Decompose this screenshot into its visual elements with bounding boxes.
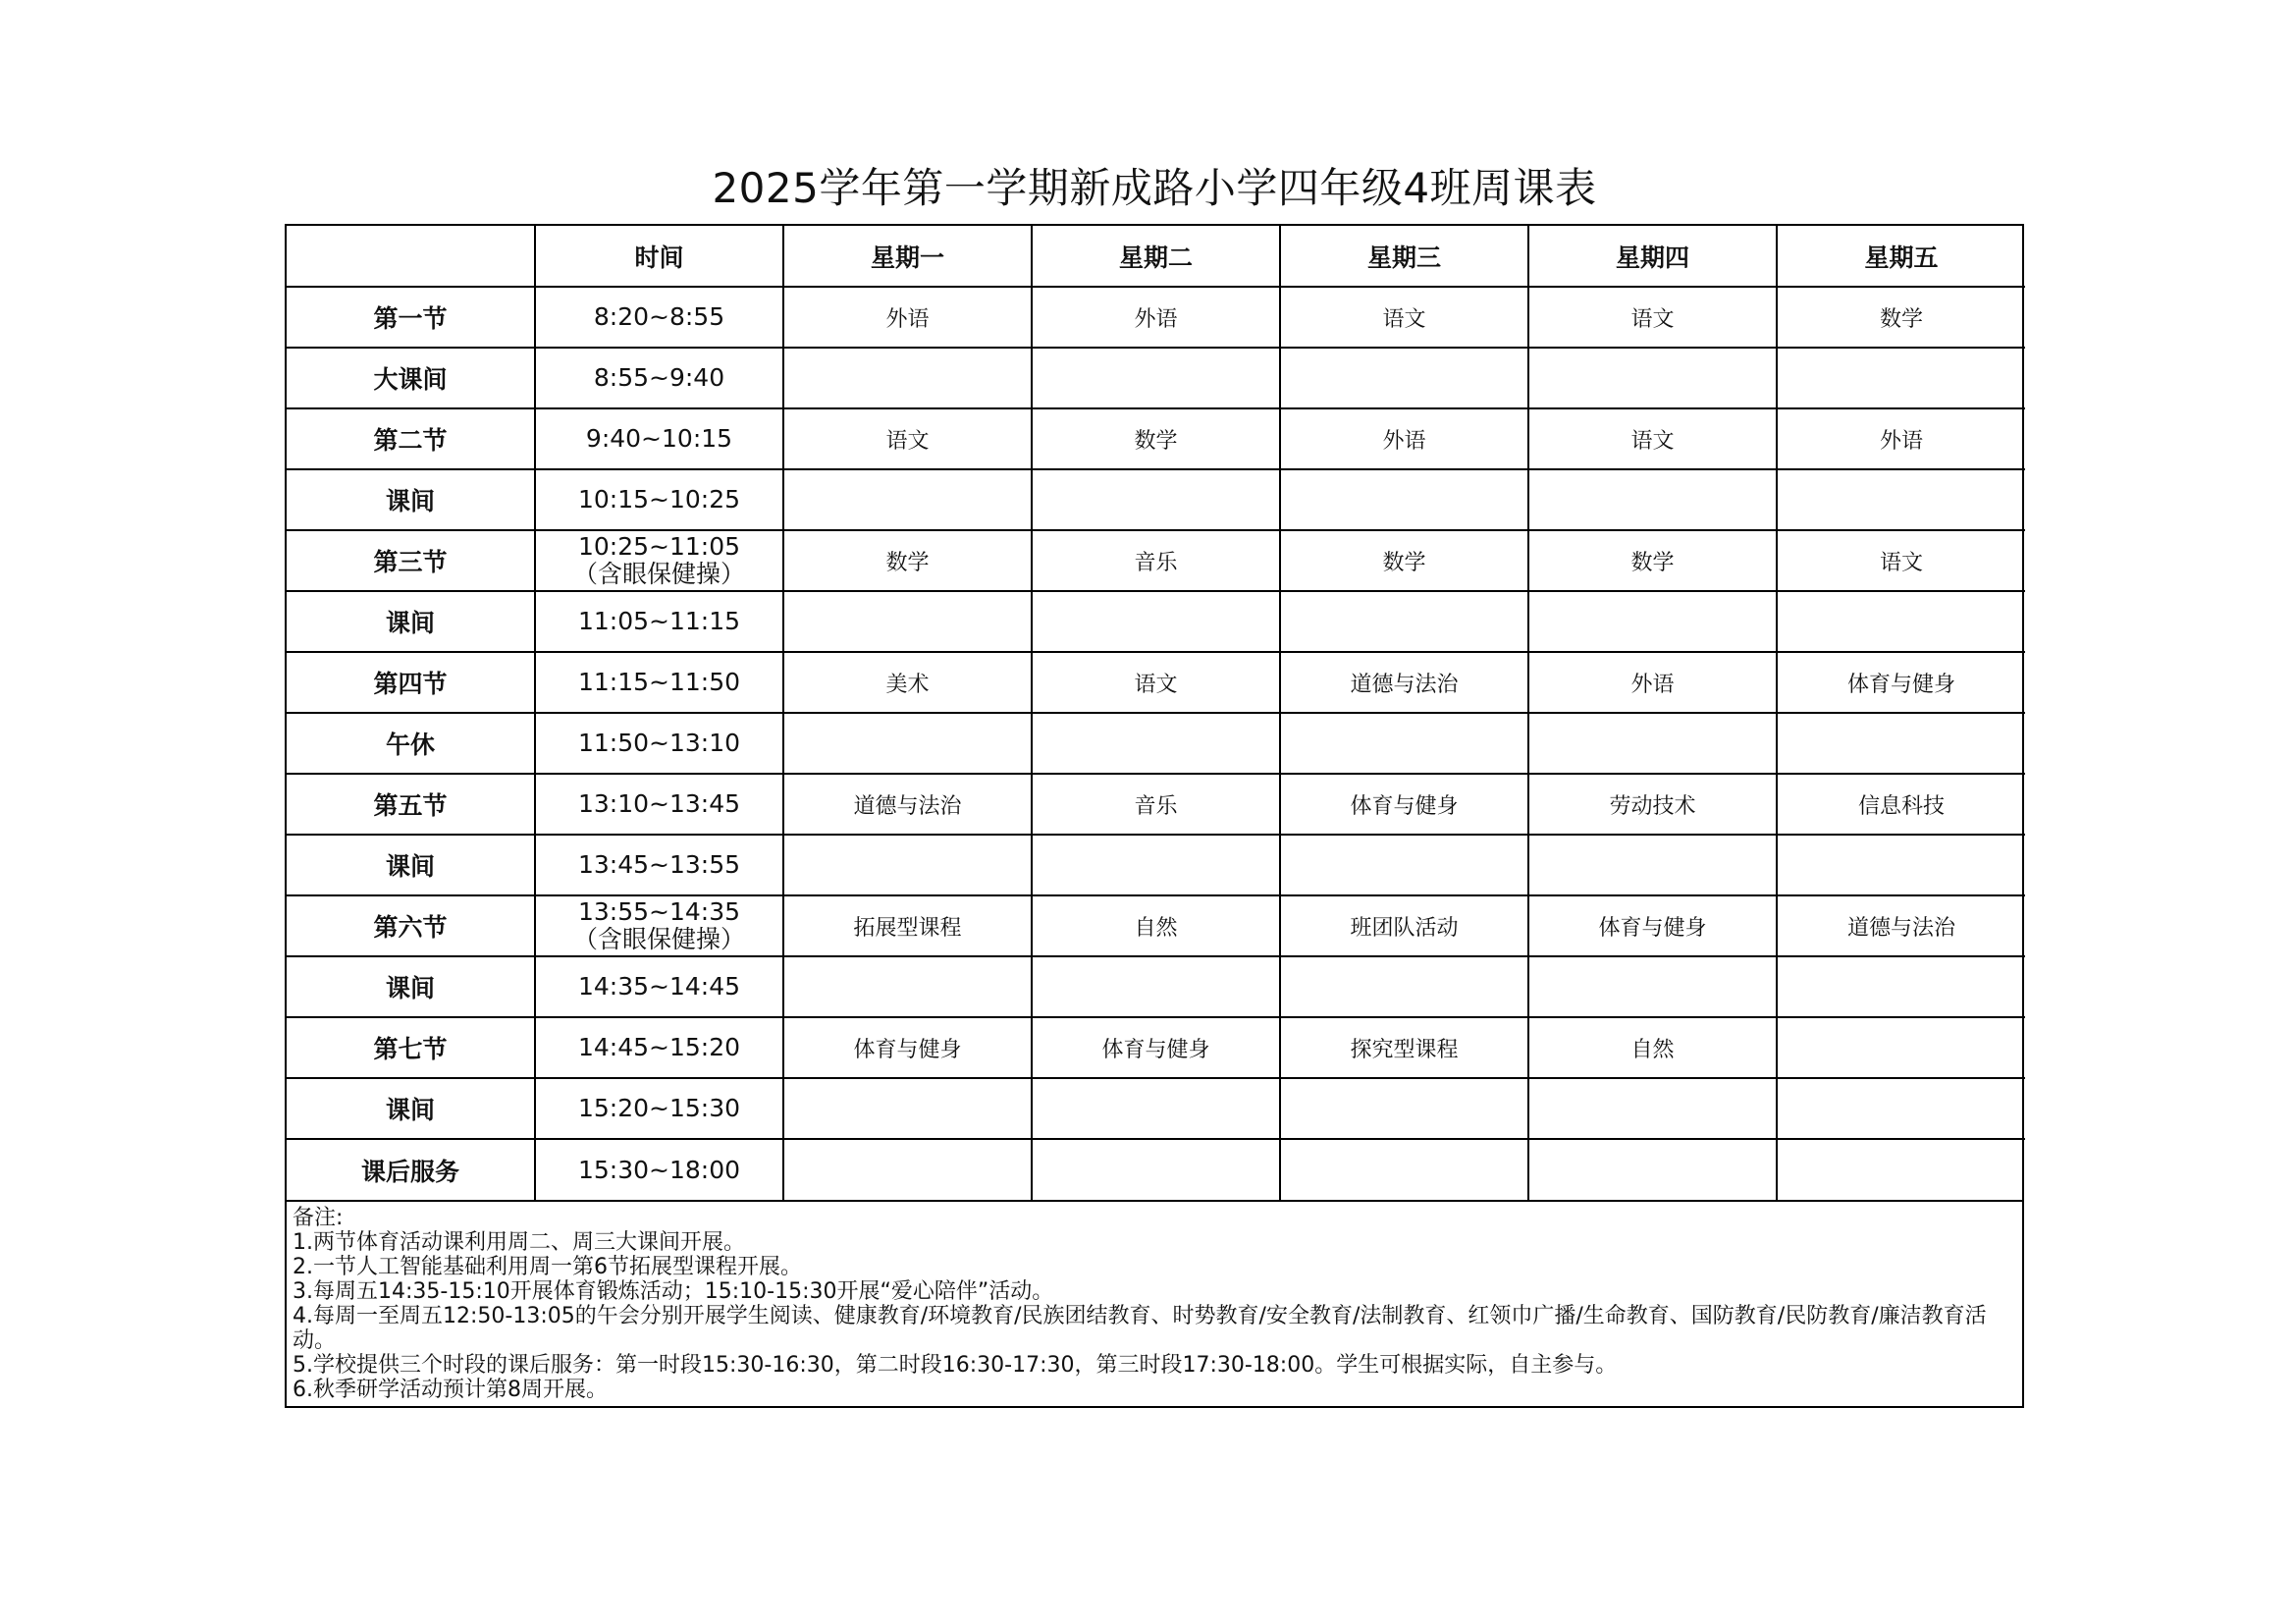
subject-cell: 体育与健身	[783, 1017, 1032, 1078]
period-label: 大课间	[287, 348, 535, 408]
period-label: 课间	[287, 469, 535, 530]
period-label: 课间	[287, 835, 535, 895]
subject-cell: 道德与法治	[783, 774, 1032, 835]
subject-cell	[783, 713, 1032, 774]
subject-cell	[1280, 591, 1528, 652]
period-time-cell	[535, 1139, 783, 1200]
schedule-row	[287, 835, 2025, 895]
subject-cell	[1528, 1139, 1777, 1200]
subject-cell	[1280, 1139, 1528, 1200]
subject-cell	[1032, 591, 1280, 652]
header-day-wednesday: 星期三	[1280, 226, 1528, 287]
subject-cell: 体育与健身	[1280, 774, 1528, 835]
period-label: 课间	[287, 956, 535, 1017]
header-day-monday: 星期一	[783, 226, 1032, 287]
subject-cell: 外语	[1280, 408, 1528, 469]
schedule-row	[287, 652, 2025, 713]
period-label: 第四节	[287, 652, 535, 713]
subject-cell: 语文	[1528, 408, 1777, 469]
period-time: 8:55~9:40	[593, 363, 725, 392]
period-label: 午休	[287, 713, 535, 774]
note-item: 3.每周五14:35-15:10开展体育锻炼活动；15:10-15:30开展“爱心陪伴”活动。	[293, 1279, 1054, 1304]
period-time: 15:20~15:30	[577, 1094, 741, 1122]
note-item: 2.一节人工智能基础利用周一第6节拓展型课程开展。	[293, 1255, 802, 1279]
period-time-note: （含眼保健操）	[572, 925, 745, 953]
subject-cell	[1528, 713, 1777, 774]
subject-cell: 体育与健身	[1777, 652, 2025, 713]
subject-cell	[783, 591, 1032, 652]
period-label: 第七节	[287, 1017, 535, 1078]
schedule-row	[287, 895, 2025, 956]
subject-cell	[1032, 1078, 1280, 1139]
period-time-cell	[535, 530, 783, 591]
period-time-cell	[535, 774, 783, 835]
subject-cell	[1777, 835, 2025, 895]
subject-cell: 美术	[783, 652, 1032, 713]
subject-cell	[1528, 956, 1777, 1017]
schedule-row	[287, 713, 2025, 774]
subject-cell: 道德与法治	[1280, 652, 1528, 713]
period-time-cell	[535, 713, 783, 774]
header-time: 时间	[535, 226, 783, 287]
subject-cell	[1777, 956, 2025, 1017]
subject-cell: 探究型课程	[1280, 1017, 1528, 1078]
schedule-row	[287, 469, 2025, 530]
subject-cell	[1032, 713, 1280, 774]
header-day-tuesday: 星期二	[1032, 226, 1280, 287]
period-time-cell	[535, 652, 783, 713]
period-time-cell	[535, 469, 783, 530]
subject-cell	[1280, 713, 1528, 774]
period-label: 第三节	[287, 530, 535, 591]
period-time: 14:45~15:20	[577, 1033, 741, 1061]
period-label: 课后服务	[287, 1139, 535, 1200]
subject-cell: 拓展型课程	[783, 895, 1032, 956]
note-item: 1.两节体育活动课利用周二、周三大课间开展。	[293, 1230, 745, 1255]
period-label: 第六节	[287, 895, 535, 956]
period-time: 11:15~11:50	[577, 668, 741, 696]
subject-cell	[1777, 713, 2025, 774]
subject-cell	[783, 348, 1032, 408]
period-time-cell	[535, 1078, 783, 1139]
subject-cell: 自然	[1528, 1017, 1777, 1078]
note-item: 4.每周一至周五12:50-13:05的午会分别开展学生阅读、健康教育/环境教育/民族团结教育、时势教育/安全教育/法制教育、红领巾广播/生命教育、国防教育/民防教育/廉洁教育活动。	[293, 1304, 1987, 1353]
subject-cell: 信息科技	[1777, 774, 2025, 835]
subject-cell: 数学	[783, 530, 1032, 591]
subject-cell: 体育与健身	[1528, 895, 1777, 956]
period-label: 课间	[287, 1078, 535, 1139]
subject-cell	[1528, 591, 1777, 652]
subject-cell: 音乐	[1032, 774, 1280, 835]
subject-cell: 自然	[1032, 895, 1280, 956]
header-corner-cell	[287, 226, 535, 287]
period-time: 8:20~8:55	[593, 302, 725, 331]
note-item: 5.学校提供三个时段的课后服务：第一时段15:30-16:30，第二时段16:30-17:30，第三时段17:30-18:00。学生可根据实际，自主参与。	[293, 1353, 1618, 1378]
schedule-row	[287, 1078, 2025, 1139]
subject-cell: 劳动技术	[1528, 774, 1777, 835]
subject-cell	[1032, 1139, 1280, 1200]
schedule-row	[287, 348, 2025, 408]
subject-cell	[1280, 348, 1528, 408]
period-time: 11:05~11:15	[577, 607, 741, 635]
subject-cell: 语文	[1528, 287, 1777, 348]
subject-cell	[1032, 469, 1280, 530]
subject-cell: 道德与法治	[1777, 895, 2025, 956]
schedule-row	[287, 591, 2025, 652]
subject-cell: 数学	[1280, 530, 1528, 591]
period-time: 13:55~14:35	[577, 897, 741, 926]
subject-cell: 外语	[1032, 287, 1280, 348]
subject-cell	[1032, 956, 1280, 1017]
schedule-row	[287, 287, 2025, 348]
subject-cell	[1528, 348, 1777, 408]
header-day-friday: 星期五	[1777, 226, 2025, 287]
subject-cell: 数学	[1528, 530, 1777, 591]
subject-cell	[1777, 1017, 2025, 1078]
period-time: 15:30~18:00	[577, 1155, 741, 1184]
schedule-body	[287, 287, 2025, 1200]
subject-cell: 语文	[1280, 287, 1528, 348]
subject-cell	[1528, 1078, 1777, 1139]
period-time-cell	[535, 956, 783, 1017]
subject-cell	[1777, 469, 2025, 530]
subject-cell: 体育与健身	[1032, 1017, 1280, 1078]
period-time-cell	[535, 408, 783, 469]
subject-cell	[1528, 835, 1777, 895]
period-time-cell	[535, 591, 783, 652]
subject-cell: 数学	[1032, 408, 1280, 469]
subject-cell	[1280, 956, 1528, 1017]
subject-cell: 音乐	[1032, 530, 1280, 591]
header-day-thursday: 星期四	[1528, 226, 1777, 287]
subject-cell: 外语	[1777, 408, 2025, 469]
schedule-row	[287, 530, 2025, 591]
subject-cell	[1280, 469, 1528, 530]
period-time-cell	[535, 895, 783, 956]
subject-cell	[1280, 1078, 1528, 1139]
period-time-cell	[535, 287, 783, 348]
schedule-row	[287, 1017, 2025, 1078]
subject-cell: 语文	[783, 408, 1032, 469]
note-item: 6.秋季研学活动预计第8周开展。	[293, 1378, 608, 1402]
period-time: 11:50~13:10	[577, 729, 741, 757]
period-label: 第五节	[287, 774, 535, 835]
subject-cell: 数学	[1777, 287, 2025, 348]
period-time-note: （含眼保健操）	[572, 560, 745, 588]
subject-cell	[1032, 348, 1280, 408]
period-time: 10:15~10:25	[577, 485, 741, 514]
subject-cell	[1777, 1078, 2025, 1139]
subject-cell	[1032, 835, 1280, 895]
subject-cell	[783, 835, 1032, 895]
schedule-table	[287, 226, 2025, 1200]
notes-heading: 备注:	[293, 1206, 344, 1230]
subject-cell	[783, 1139, 1032, 1200]
period-time: 9:40~10:15	[585, 424, 733, 453]
subject-cell	[1777, 591, 2025, 652]
subject-cell: 外语	[1528, 652, 1777, 713]
subject-cell: 班团队活动	[1280, 895, 1528, 956]
period-time: 10:25~11:05	[577, 532, 741, 561]
subject-cell	[1777, 348, 2025, 408]
period-label: 第二节	[287, 408, 535, 469]
schedule-row	[287, 1139, 2025, 1200]
page-title: 2025学年第一学期新成路小学四年级4班周课表	[712, 164, 1597, 212]
period-time-cell	[535, 348, 783, 408]
schedule-row	[287, 956, 2025, 1017]
subject-cell	[783, 956, 1032, 1017]
notes-section	[287, 1200, 2022, 1406]
subject-cell: 语文	[1032, 652, 1280, 713]
subject-cell	[783, 469, 1032, 530]
period-time: 13:10~13:45	[577, 789, 741, 818]
period-time-cell	[535, 1017, 783, 1078]
subject-cell	[1777, 1139, 2025, 1200]
subject-cell	[783, 1078, 1032, 1139]
period-time: 14:35~14:45	[577, 972, 741, 1001]
period-label: 课间	[287, 591, 535, 652]
header-row	[287, 226, 2025, 287]
subject-cell: 外语	[783, 287, 1032, 348]
period-label: 第一节	[287, 287, 535, 348]
subject-cell: 语文	[1777, 530, 2025, 591]
period-time-cell	[535, 835, 783, 895]
subject-cell	[1280, 835, 1528, 895]
schedule-row	[287, 774, 2025, 835]
period-time: 13:45~13:55	[577, 850, 741, 879]
schedule-frame	[285, 224, 2024, 1408]
subject-cell	[1528, 469, 1777, 530]
schedule-row	[287, 408, 2025, 469]
